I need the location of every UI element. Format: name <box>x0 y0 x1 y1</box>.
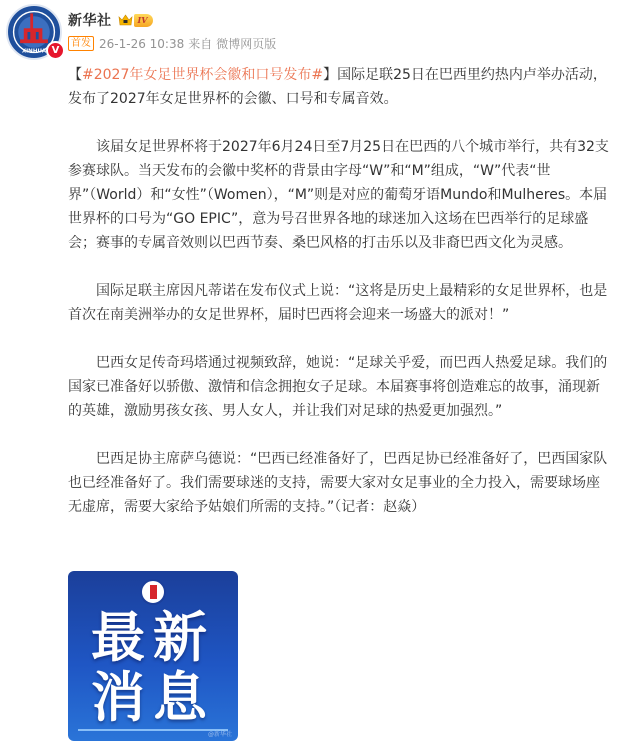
paragraph-5: 巴西足协主席萨乌德说：“巴西已经准备好了，巴西足协已经准备好了，巴西国家队也已经准备好了。我们需要球迷的支持，需要大家对女足事业的全力投入，需要球场座无虚席，需要大家给予姑娘们所需的支持。”（记者：赵焱） <box>68 451 608 515</box>
image-glow-line <box>78 729 228 731</box>
paragraph-1 <box>68 63 613 111</box>
topic-open-bracket: 【 <box>68 67 82 83</box>
crown-icon[interactable] <box>118 14 133 26</box>
post-timestamp[interactable]: 26-1-26 10:38 <box>99 36 185 51</box>
topic-link[interactable]: #2027年女足世界杯会徽和口号发布# <box>82 67 324 83</box>
xinhua-emblem-icon <box>140 579 166 605</box>
post-content <box>68 63 613 519</box>
post-source[interactable]: 微博网页版 <box>216 37 277 51</box>
source-prefix: 来自 <box>188 37 213 51</box>
post-meta <box>68 35 276 52</box>
author-row <box>68 10 153 30</box>
paragraph-4: 巴西女足传奇玛塔通过视频致辞，她说：“足球关乎爱，而巴西人热爱足球。我们的国家已准备好以骄傲、激情和信念拥抱女子足球。本届赛事将创造难忘的故事，涌现新的英雄，激励男孩女孩、男人女人，并让我们对足球的热爱更加强烈。” <box>68 355 608 419</box>
verified-badge-icon: V <box>46 41 65 60</box>
post-image-breaking-news[interactable] <box>68 571 238 741</box>
paragraph-1-text: 国际足联25日在巴西里约热内卢举办活动，发布了2027年女足世界杯的会徽、口号和专属音效。 <box>68 67 607 107</box>
member-level-badge[interactable]: IV <box>134 14 154 27</box>
image-watermark: @新华社 <box>207 731 232 738</box>
first-publish-badge: 首发 <box>68 36 94 51</box>
author-name[interactable]: 新华社 <box>68 13 112 29</box>
topic-close-bracket: 】 <box>323 67 338 83</box>
image-title-line-1: 最新 <box>91 606 215 669</box>
paragraph-2: 该届女足世界杯将于2027年6月24日至7月25日在巴西的八个城市举行，共有32支参赛球队。当天发布的会徽中奖杯的背景由字母“W”和“M”组成，“W”代表“世界”（World）和“女性”（Women），“M”则是对应的葡萄牙语Mundo和Mulheres。本届世界杯的口号为“GO EPIC”，意为号召世界各地的球迷加入这场在巴西举行的足球盛会；赛事的专属音效则以巴西节奏、桑巴风格的打击乐以及非裔巴西文化为灵感。 <box>68 139 609 251</box>
image-title-line-2: 消息 <box>91 666 215 729</box>
paragraph-3: 国际足联主席因凡蒂诺在发布仪式上说：“这将是历史上最精彩的女足世界杯，也是首次在南美洲举办的女足世界杯，届时巴西将会迎来一场盛大的派对！” <box>68 283 608 323</box>
svg-text:XINHUA: XINHUA <box>21 48 47 55</box>
